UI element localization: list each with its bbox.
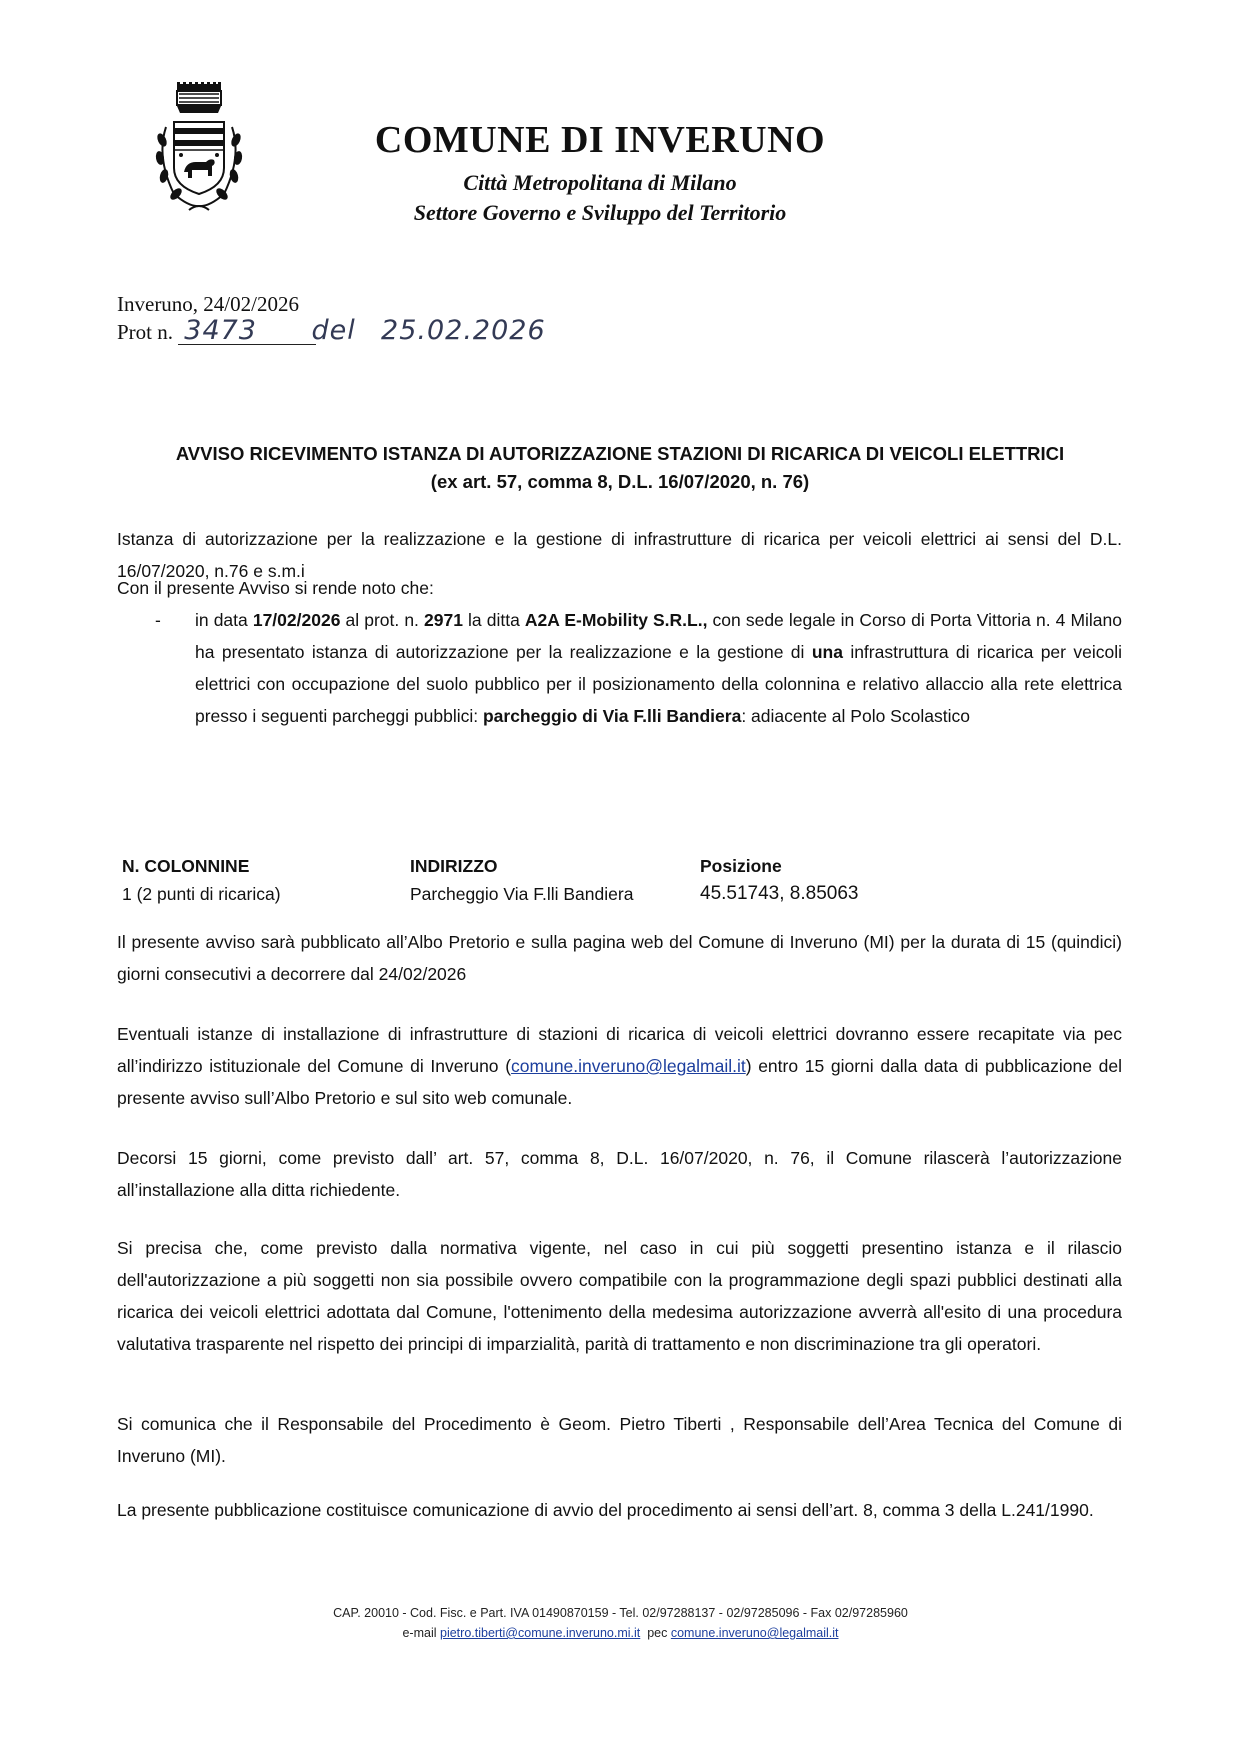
instances-paragraph [117, 1018, 1122, 1114]
charging-stations-table [122, 852, 950, 908]
procedure-start-text: La presente pubblicazione costituisce comunicazione di avvio del procedimento ai sensi dell’art. 8, comma 3 della L.241/1990. [117, 1500, 1094, 1520]
responsible-text: Si comunica che il Responsabile del Procedimento è Geom. Pietro Tiberti , Responsabile dell’Area Tecnica del Comune di Inveruno (MI). [117, 1414, 1122, 1466]
footer-line-1: CAP. 20010 - Cod. Fisc. e Part. IVA 01490870159 - Tel. 02/97288137 - 02/97285096 - Fax 02/97285960 [333, 1606, 908, 1620]
item-text: al prot. n. [340, 610, 424, 630]
item-text: : adiacente al Polo Scolastico [741, 706, 970, 726]
authorization-paragraph [117, 1142, 1122, 1206]
metropolitan-city-subtitle: Città Metropolitana di Milano [463, 170, 737, 195]
department-subtitle: Settore Governo e Sviluppo del Territorio [413, 200, 787, 225]
cell-posizione: 45.51743, 8.85063 [700, 883, 859, 904]
instances-text [117, 1018, 1122, 1114]
footer-line-2 [0, 1623, 1241, 1643]
procedure-start-paragraph [117, 1494, 1122, 1526]
table-header-row [122, 852, 950, 880]
municipality-title: COMUNE DI INVERUNO [374, 119, 826, 161]
list-item [117, 604, 1122, 732]
item-text: in data [195, 610, 253, 630]
pec-email-link[interactable]: comune.inveruno@legalmail.it [511, 1056, 746, 1076]
protocol-del-handwritten: del [311, 315, 356, 346]
notice-title-line-2: (ex art. 57, comma 8, D.L. 16/07/2020, n. 76) [430, 471, 810, 492]
instances-text-a: Eventuali istanze di installazione di infrastrutture di stazioni di ricarica di veicoli elettrici dovranno essere recapitate via pec all’indirizzo istituzionale del Comune di Inveruno ( [117, 1024, 1122, 1076]
submission-protocol: 2971 [424, 610, 463, 630]
instances-text-b: ) entro 15 giorni dalla data di pubblicazione del presente avviso sull’Albo Pretorio e sul sito web comunale. [117, 1056, 1122, 1108]
place-and-date: Inveruno, 24/02/2026 [117, 292, 299, 316]
footer-email-label: e-mail [402, 1626, 440, 1640]
protocol-label: Prot n. [117, 320, 174, 344]
column-header-indirizzo: INDIRIZZO [410, 856, 498, 876]
footer-pec-link[interactable]: comune.inveruno@legalmail.it [670, 1626, 839, 1640]
item-text: con sede legale in Corso di Porta Vittoria n. 4 Milano ha presentato istanza di autorizzazione per la realizzazione e la gestione di [195, 610, 1122, 662]
submission-date: 17/02/2026 [252, 610, 341, 630]
responsible-paragraph [117, 1408, 1122, 1472]
footer-contacts [0, 1603, 1241, 1643]
publication-text: Il presente avviso sarà pubblicato all’Albo Pretorio e sulla pagina web del Comune di Inveruno (MI) per la durata di 15 (quindici) giorni consecutivi a decorrere dal 24/02/2026 [117, 932, 1122, 984]
coat-of-arms-icon [144, 82, 254, 222]
notice-title-line-1: AVVISO RICEVIMENTO ISTANZA DI AUTORIZZAZIONE STAZIONI DI RICARICA DI VEICOLI ELETTRICI [175, 443, 1065, 464]
authorization-text: Decorsi 15 giorni, come previsto dall’ art. 57, comma 8, D.L. 16/07/2020, n. 76, il Comune rilascerà l’autorizzazione all’installazione alla ditta richiedente. [117, 1148, 1122, 1200]
company-name: A2A E-Mobility S.R.L., [524, 610, 708, 630]
notice-list [117, 604, 1122, 732]
publication-paragraph [117, 926, 1122, 990]
footer-pec-label: pec [640, 1626, 671, 1640]
item-text: infrastruttura di ricarica per veicoli elettrici con occupazione del suolo pubblico per il posizionamento della colonnina e relativo allaccio alla rete elettrica presso i seguenti parcheggi pubblici: [195, 642, 1123, 726]
notice-lead [117, 572, 1122, 604]
table-row [122, 880, 950, 908]
parking-location: parcheggio di Via F.lli Bandiera [482, 706, 742, 726]
notice-title [100, 440, 1140, 496]
notice-lead-text: Con il presente Avviso si rende noto che: [117, 578, 434, 598]
column-header-colonnine: N. COLONNINE [122, 856, 250, 876]
cell-indirizzo: Parcheggio Via F.lli Bandiera [410, 884, 634, 904]
clarification-text: Si precisa che, come previsto dalla normativa vigente, nel caso in cui più soggetti presentino istanza e il rilascio dell'autorizzazione a più soggetti non sia possibile ovvero compatibile con la programmazione degli spazi pubblici destinati alla ricarica dei veicoli elettrici adottata dal Comune, l'ottenimento della medesima autorizzazione avverrà all'esito di una procedura valutativa trasparente nel rispetto dei principi di imparzialità, parità di trattamento e non discriminazione tra gli operatori. [117, 1238, 1122, 1354]
column-header-posizione: Posizione [700, 856, 782, 876]
item-emphasis: una [811, 642, 843, 662]
intro-text: Istanza di autorizzazione per la realizzazione e la gestione di infrastrutture di ricarica per veicoli elettrici ai sensi del D.L. 16/07/2020, n.76 e s.m.i [117, 529, 1122, 581]
list-dash: - [155, 610, 161, 630]
item-text: la ditta [462, 610, 525, 630]
protocol-number-handwritten: 3473 [178, 318, 316, 345]
clarification-paragraph [117, 1232, 1122, 1360]
protocol-date-handwritten: 25.02.2026 [381, 315, 546, 346]
protocol-line [117, 315, 546, 346]
cell-colonnine: 1 (2 punti di ricarica) [122, 884, 281, 904]
letterhead [340, 118, 860, 228]
footer-email-link[interactable]: pietro.tiberti@comune.inveruno.mi.it [440, 1626, 641, 1640]
